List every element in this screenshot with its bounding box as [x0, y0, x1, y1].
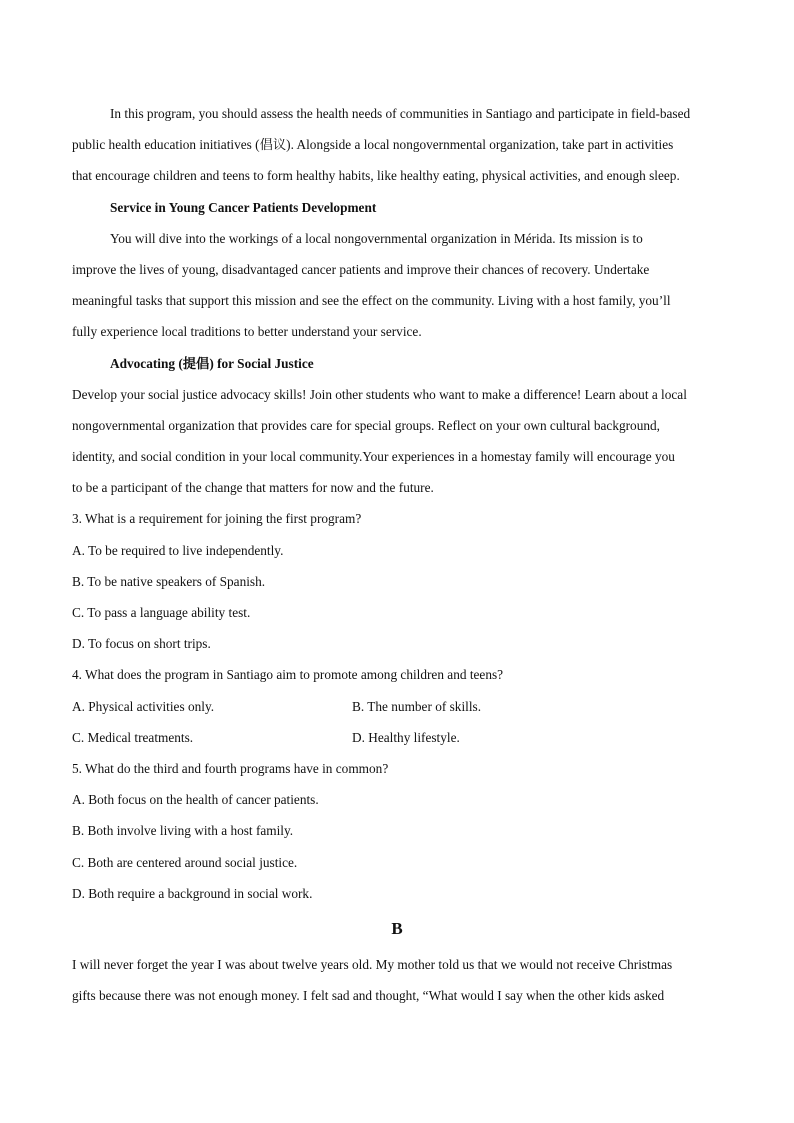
section-heading: B [391, 918, 403, 938]
program-cancer-patients [72, 192, 722, 348]
answer-option: B. The number of skills. [352, 698, 482, 714]
program-heading: Advocating (提倡) for Social Justice [110, 355, 314, 371]
paragraph-line: gifts because there was not enough money. I felt sad and thought, “What would I say when the other kids asked [72, 988, 665, 1004]
program-heading: Service in Young Cancer Patients Development [110, 199, 377, 215]
answer-option: A. To be required to live independently. [72, 542, 284, 558]
paragraph-line: I will never forget the year I was about twelve years old. My mother told us that we would not receive Christmas [72, 956, 673, 972]
passage-b [72, 949, 722, 1011]
paragraph-line: fully experience local traditions to better understand your service. [72, 324, 422, 340]
answer-option: D. Healthy lifestyle. [352, 729, 460, 745]
answer-option: D. To focus on short trips. [72, 636, 211, 652]
paragraph-line: Develop your social justice advocacy skills! Join other students who want to make a difference! Learn about a local [72, 386, 687, 402]
answer-option: D. Both require a background in social work. [72, 885, 313, 901]
answer-option: A. Physical activities only. [72, 698, 215, 714]
question-stem: 4. What does the program in Santiago aim to promote among children and teens? [72, 667, 504, 683]
paragraph-line: improve the lives of young, disadvantaged cancer patients and improve their chances of recovery. Undertake [72, 261, 650, 277]
question-stem: 5. What do the third and fourth programs have in common? [72, 760, 389, 776]
paragraph-line: meaningful tasks that support this mission and see the effect on the community. Living with a host family, you’ll [72, 293, 671, 309]
paragraph-line: to be a participant of the change that matters for now and the future. [72, 480, 434, 496]
answer-option: B. To be native speakers of Spanish. [72, 573, 266, 589]
answer-option: C. Both are centered around social justice. [72, 854, 298, 870]
answer-option: A. Both focus on the health of cancer patients. [72, 792, 319, 808]
paragraph-line: identity, and social condition in your local community.Your experiences in a homestay family will encourage you [72, 449, 675, 465]
answer-option: C. Medical treatments. [72, 729, 194, 745]
question-3 [72, 503, 722, 659]
paragraph-line: nongovernmental organization that provides care for special groups. Reflect on your own cultural background, [72, 417, 660, 433]
document-page [72, 98, 722, 1011]
paragraph-line: You will dive into the workings of a local nongovernmental organization in Mérida. Its mission is to [110, 230, 643, 246]
question-stem: 3. What is a requirement for joining the first program? [72, 511, 362, 527]
program-santiago-description [72, 98, 722, 192]
paragraph-line: that encourage children and teens to form healthy habits, like healthy eating, physical activities, and enough sleep. [72, 168, 680, 184]
program-social-justice [72, 348, 722, 504]
paragraph-line: In this program, you should assess the health needs of communities in Santiago and participate in field-based [110, 106, 691, 121]
answer-row [72, 722, 722, 753]
paragraph-line: public health education initiatives (倡议). Alongside a local nongovernmental organization, take part in activities [72, 137, 674, 153]
answer-option: B. Both involve living with a host family. [72, 823, 294, 839]
answer-row [72, 691, 722, 722]
question-5 [72, 753, 722, 909]
answer-option: C. To pass a language ability test. [72, 605, 251, 620]
question-4 [72, 659, 722, 753]
